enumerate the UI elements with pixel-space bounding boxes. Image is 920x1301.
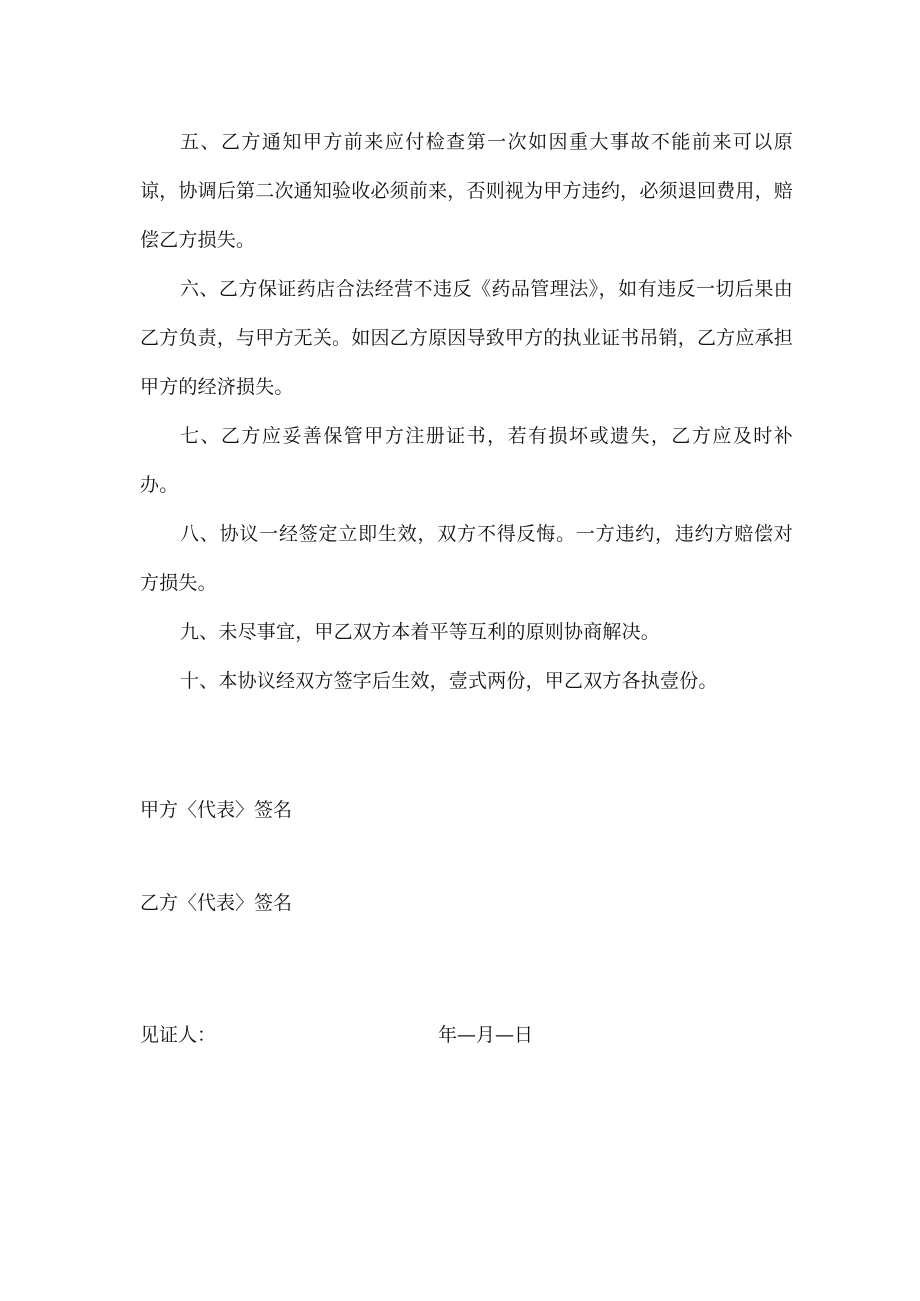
clause-9: 九、未尽事宜，甲乙双方本着平等互利的原则协商解决。 bbox=[180, 621, 661, 643]
party-a-signature-label: 甲方〈代表〉签名 bbox=[140, 799, 293, 821]
date-label: 年—月—日 bbox=[438, 1024, 534, 1046]
clause-10: 十、本协议经双方签字后生效，壹式两份，甲乙双方各执壹份。 bbox=[180, 670, 718, 692]
clause-5: 五、乙方通知甲方前来应付检查第一次如因重大事故不能前来可以原谅，协调后第二次通知验收必须前来，否则视为甲方违约，必须退回费用，赔偿乙方损失。 bbox=[140, 131, 793, 251]
clause-7: 七、乙方应妥善保管甲方注册证书，若有损坏或遗失，乙方应及时补办。 bbox=[140, 425, 793, 496]
agreement-clauses bbox=[140, 118, 793, 706]
clause-6: 六、乙方保证药店合法经营不违反《药品管理法》，如有违反一切后果由乙方负责，与甲方无关。如因乙方原因导致甲方的执业证书吊销，乙方应承担甲方的经济损失。 bbox=[140, 278, 793, 398]
party-b-signature-label: 乙方〈代表〉签名 bbox=[140, 892, 293, 914]
witness-label: 见证人： bbox=[140, 1024, 217, 1046]
clause-8: 八、协议一经签定立即生效，双方不得反悔。一方违约，违约方赔偿对方损失。 bbox=[140, 523, 793, 594]
